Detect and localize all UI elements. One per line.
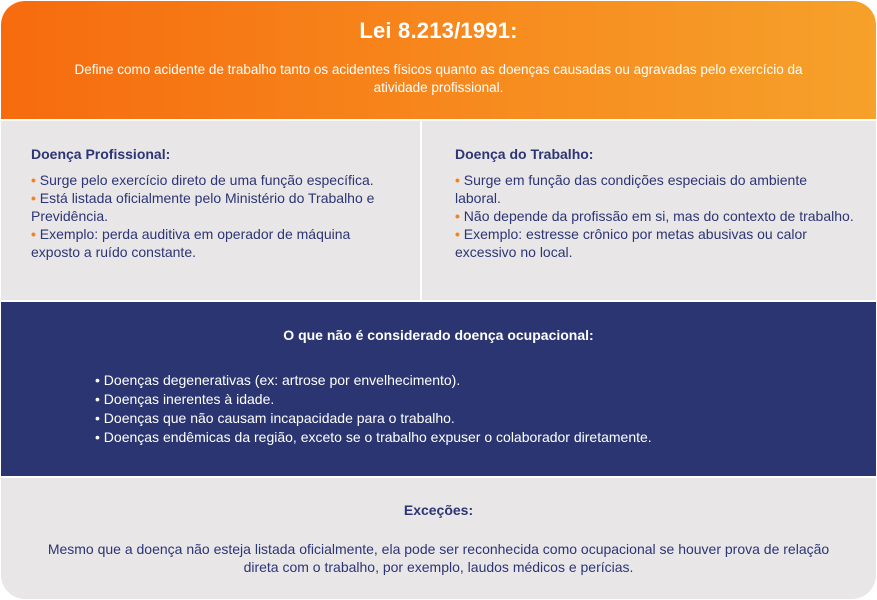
not-occupational-section — [1, 302, 876, 476]
exceptions-section — [1, 478, 876, 599]
list-item — [31, 225, 400, 261]
list-item — [455, 207, 856, 225]
exceptions-text: Mesmo que a doença não esteja listada oficialmente, ela pode ser reconhecida como ocupacional se houver prova de relação direta com o trabalho, por exemplo, laudos médicos e perícias. — [47, 541, 830, 575]
professional-disease-panel — [1, 121, 420, 300]
bullet-icon: • — [455, 172, 460, 188]
list-item — [95, 409, 836, 428]
list-item-text: Doenças que não causam incapacidade para o trabalho. — [103, 410, 455, 426]
list-item — [95, 428, 836, 447]
list-item — [455, 225, 856, 261]
list-item-text: Exemplo: perda auditiva em operador de máquina exposto a ruído constante. — [31, 226, 351, 260]
bullet-icon: • — [95, 372, 100, 388]
list-item-text: Doenças degenerativas (ex: artrose por envelhecimento). — [103, 372, 461, 388]
exceptions-title: Exceções: — [403, 502, 474, 518]
work-disease-panel — [422, 121, 876, 300]
bullet-icon: • — [455, 208, 460, 224]
bullet-icon: • — [31, 190, 36, 206]
list-item — [95, 371, 836, 390]
law-header — [1, 1, 876, 119]
list-item-text: Doenças inerentes à idade. — [103, 391, 275, 407]
list-item-text: Exemplo: estresse crônico por metas abusivas ou calor excessivo no local. — [455, 226, 807, 260]
bullet-icon: • — [31, 226, 36, 242]
list-item — [31, 189, 400, 225]
list-item — [31, 171, 400, 189]
professional-disease-title: Doença Profissional: — [31, 146, 171, 162]
list-item — [455, 171, 856, 207]
list-item — [95, 390, 836, 409]
work-disease-list — [455, 171, 856, 261]
not-occupational-list — [95, 371, 836, 447]
work-disease-title: Doença do Trabalho: — [455, 146, 594, 162]
list-item-text: Não depende da profissão em si, mas do contexto de trabalho. — [463, 208, 854, 224]
disease-types — [1, 121, 876, 300]
bullet-icon: • — [455, 226, 460, 242]
bullet-icon: • — [31, 172, 36, 188]
law-description: Define como acidente de trabalho tanto os acidentes físicos quanto as doenças causadas ou agravadas pelo exercício da atividade profissional. — [74, 62, 803, 95]
info-card — [1, 1, 876, 599]
list-item-text: Doenças endêmicas da região, exceto se o trabalho expuser o colaborador diretamente. — [103, 429, 652, 445]
professional-disease-list — [31, 171, 400, 261]
bullet-icon: • — [95, 410, 100, 426]
bullet-icon: • — [95, 391, 100, 407]
law-title: Lei 8.213/1991: — [359, 18, 518, 43]
list-item-text: Está listada oficialmente pelo Ministério do Trabalho e Previdência. — [31, 190, 375, 224]
bullet-icon: • — [95, 429, 100, 445]
list-item-text: Surge em função das condições especiais do ambiente laboral. — [455, 172, 808, 206]
not-occupational-title: O que não é considerado doença ocupacional: — [283, 327, 594, 343]
list-item-text: Surge pelo exercício direto de uma função específica. — [39, 172, 374, 188]
